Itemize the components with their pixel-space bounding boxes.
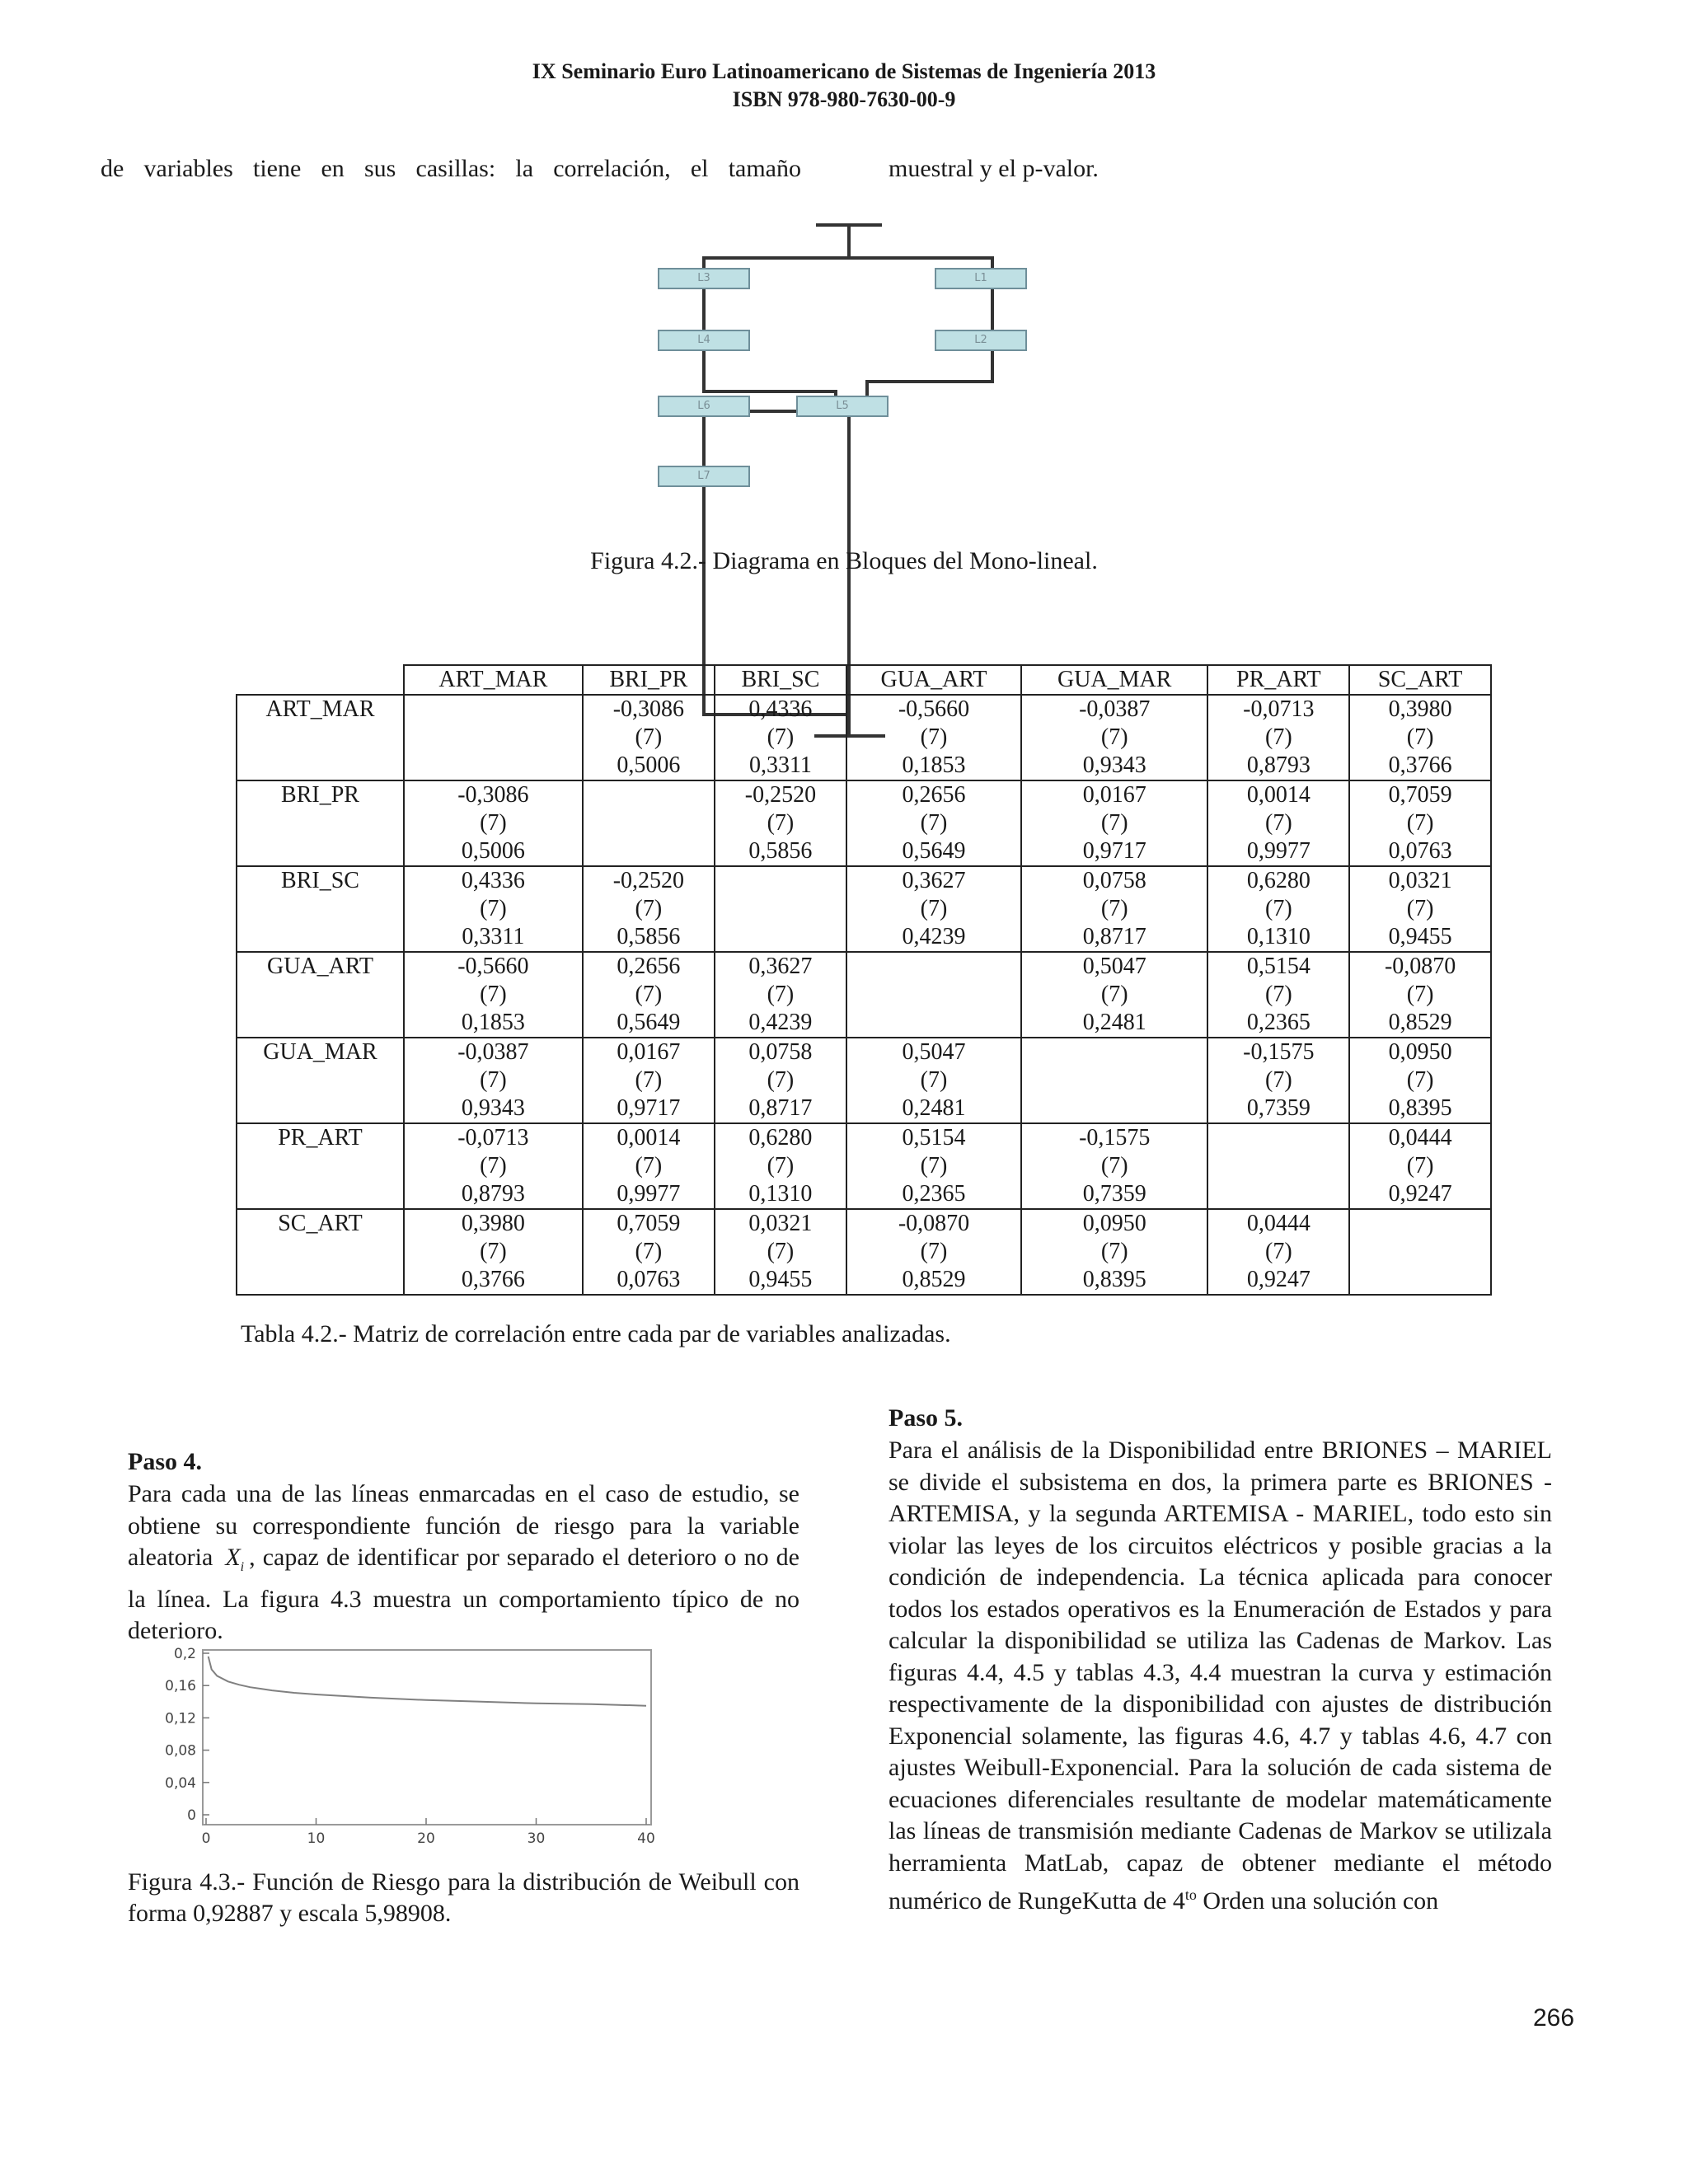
p-value: 0,5649 — [617, 1010, 681, 1035]
paso5-title: Paso 5. — [889, 1404, 963, 1432]
table-cell — [583, 952, 715, 1038]
p-value: 0,5856 — [748, 838, 813, 864]
intro-right: muestral y el p-valor. — [889, 155, 1099, 182]
sample-size: (7) — [635, 724, 663, 750]
correlation-value: -0,0387 — [457, 1039, 529, 1065]
table-row — [237, 1123, 1491, 1209]
p-value: 0,2365 — [1246, 1010, 1311, 1035]
sample-size: (7) — [1265, 810, 1292, 836]
sample-size: (7) — [1100, 1239, 1128, 1264]
correlation-value: -0,3086 — [612, 696, 685, 722]
row-header: SC_ART — [237, 1209, 404, 1295]
sample-size: (7) — [920, 724, 948, 750]
sample-size: (7) — [1265, 724, 1292, 750]
sample-size: (7) — [1406, 1067, 1434, 1093]
correlation-value: 0,0167 — [1082, 782, 1146, 808]
table-cell — [404, 780, 583, 866]
correlation-table — [236, 664, 1492, 1296]
sample-size: (7) — [635, 982, 663, 1007]
sample-size: (7) — [920, 1239, 948, 1264]
sample-size: (7) — [920, 1153, 948, 1179]
column-header: PR_ART — [1207, 665, 1349, 695]
correlation-value: -0,0713 — [457, 1125, 529, 1151]
table-cell — [404, 1209, 583, 1295]
paso4-text-1: Para cada una de las líneas enmarcadas en el caso de estudio, se obtiene su correspondiente función de riesgo para la variable aleatoria — [128, 1480, 799, 1571]
table-cell — [715, 1038, 846, 1123]
y-tick-label: 0 — [187, 1807, 196, 1824]
x-tick-label: 30 — [527, 1830, 546, 1847]
sample-size: (7) — [767, 724, 795, 750]
sample-size: (7) — [480, 896, 507, 921]
table-cell — [715, 952, 846, 1038]
ordinal-superscript: to — [1184, 1886, 1197, 1903]
sample-size: (7) — [1406, 810, 1434, 836]
table-cell — [1349, 695, 1491, 780]
p-value: 0,9977 — [617, 1181, 681, 1207]
table-cell — [715, 695, 846, 780]
p-value: 0,8793 — [461, 1181, 525, 1207]
correlation-value: 0,2656 — [902, 782, 966, 808]
p-value: 0,3311 — [748, 752, 812, 778]
table-cell — [846, 695, 1021, 780]
correlation-value: -0,5660 — [457, 954, 529, 979]
table-cell — [1207, 952, 1349, 1038]
table-cell — [404, 952, 583, 1038]
correlation-value: 0,0167 — [617, 1039, 681, 1065]
column-header: BRI_PR — [583, 665, 715, 695]
row-header: BRI_PR — [237, 780, 404, 866]
p-value: 0,8793 — [1246, 752, 1311, 778]
sample-size: (7) — [920, 1067, 948, 1093]
correlation-value: 0,0321 — [748, 1211, 813, 1236]
sample-size: (7) — [635, 1153, 663, 1179]
table-4-2-caption: Tabla 4.2.- Matriz de correlación entre cada par de variables analizadas. — [241, 1320, 951, 1347]
row-header: PR_ART — [237, 1123, 404, 1209]
sample-size: (7) — [1406, 982, 1434, 1007]
correlation-value: 0,0014 — [1246, 782, 1311, 808]
correlation-value: 0,2656 — [617, 954, 681, 979]
sample-size: (7) — [1100, 810, 1128, 836]
sample-size: (7) — [480, 1239, 507, 1264]
correlation-value: 0,5154 — [902, 1125, 966, 1151]
column-header: SC_ART — [1349, 665, 1491, 695]
correlation-value: 0,0950 — [1388, 1039, 1452, 1065]
column-header: GUA_MAR — [1021, 665, 1207, 695]
correlation-value: 0,7059 — [617, 1211, 681, 1236]
table-cell — [583, 780, 715, 866]
sample-size: (7) — [480, 1153, 507, 1179]
block-L6: L6 — [658, 396, 750, 417]
x-tick-label: 40 — [637, 1830, 655, 1847]
sample-size: (7) — [1406, 724, 1434, 750]
p-value: 0,9343 — [1082, 752, 1146, 778]
p-value: 0,5856 — [617, 924, 681, 949]
intro-left: de variables tiene en sus casillas: la correlación, el tamaño — [101, 155, 801, 182]
table-cell — [1207, 695, 1349, 780]
table-cell — [846, 952, 1021, 1038]
table-cell — [715, 866, 846, 952]
table-cell — [846, 780, 1021, 866]
table-cell — [846, 1209, 1021, 1295]
table-row — [237, 780, 1491, 866]
p-value: 0,0763 — [617, 1267, 681, 1292]
p-value: 0,9717 — [1082, 838, 1146, 864]
sample-size: (7) — [767, 1067, 795, 1093]
column-header: BRI_SC — [715, 665, 846, 695]
table-cell — [1207, 1123, 1349, 1209]
p-value: 0,9977 — [1246, 838, 1311, 864]
y-tick-label: 0,12 — [165, 1710, 196, 1727]
x-tick-label: 0 — [201, 1830, 211, 1847]
table-cell — [1021, 780, 1207, 866]
table-cell — [715, 780, 846, 866]
paso4-text-2: , capaz de identificar por separado el deterioro o no de la línea. La figura 4.3 muestra un comportamiento típico de no deterioro. — [128, 1544, 799, 1644]
sample-size: (7) — [635, 1239, 663, 1264]
table-cell — [1021, 952, 1207, 1038]
hazard-function-chart — [140, 1640, 668, 1854]
table-cell — [1349, 1123, 1491, 1209]
block-L3: L3 — [658, 268, 750, 289]
correlation-value: 0,6280 — [1246, 868, 1311, 893]
table-cell — [1349, 1038, 1491, 1123]
table-cell — [404, 866, 583, 952]
correlation-value: 0,6280 — [748, 1125, 813, 1151]
correlation-value: 0,0444 — [1388, 1125, 1452, 1151]
y-tick-label: 0,08 — [165, 1742, 196, 1760]
y-tick-label: 0,16 — [165, 1678, 196, 1695]
correlation-value: -0,5660 — [898, 696, 970, 722]
correlation-value: 0,5047 — [902, 1039, 966, 1065]
sample-size: (7) — [635, 1067, 663, 1093]
correlation-value: 0,4336 — [748, 696, 813, 722]
sample-size: (7) — [767, 982, 795, 1007]
p-value: 0,8529 — [902, 1267, 966, 1292]
y-tick-label: 0,04 — [165, 1774, 196, 1792]
p-value: 0,4239 — [748, 1010, 813, 1035]
table-cell — [846, 1123, 1021, 1209]
table-cell — [583, 695, 715, 780]
correlation-value: -0,2520 — [744, 782, 817, 808]
sample-size: (7) — [1265, 1067, 1292, 1093]
table-cell — [583, 1209, 715, 1295]
p-value: 0,9455 — [1388, 924, 1452, 949]
sample-size: (7) — [920, 896, 948, 921]
p-value: 0,8395 — [1082, 1267, 1146, 1292]
page-number: 266 — [1533, 2004, 1575, 2032]
correlation-value: 0,0014 — [617, 1125, 681, 1151]
p-value: 0,5649 — [902, 838, 966, 864]
paso4-paragraph — [128, 1479, 799, 1647]
table-cell — [1207, 1209, 1349, 1295]
block-L4: L4 — [658, 330, 750, 351]
correlation-value: 0,0758 — [1082, 868, 1146, 893]
table-cell — [583, 1038, 715, 1123]
p-value: 0,8529 — [1388, 1010, 1452, 1035]
p-value: 0,7359 — [1082, 1181, 1146, 1207]
p-value: 0,5006 — [461, 838, 525, 864]
correlation-value: 0,0950 — [1082, 1211, 1146, 1236]
correlation-value: 0,3980 — [461, 1211, 525, 1236]
correlation-value: 0,7059 — [1388, 782, 1452, 808]
column-header: ART_MAR — [404, 665, 583, 695]
table-cell — [1349, 866, 1491, 952]
correlation-value: -0,1575 — [1079, 1125, 1151, 1151]
sample-size: (7) — [767, 1153, 795, 1179]
table-cell — [583, 1123, 715, 1209]
table-row — [237, 695, 1491, 780]
variable-subscript: i — [240, 1560, 245, 1574]
row-header: ART_MAR — [237, 695, 404, 780]
variable-symbol: X — [225, 1544, 241, 1571]
correlation-value: 0,3980 — [1388, 696, 1452, 722]
p-value: 0,8717 — [748, 1095, 813, 1121]
table-cell — [1207, 780, 1349, 866]
p-value: 0,8717 — [1082, 924, 1146, 949]
paso4-title: Paso 4. — [128, 1448, 202, 1475]
sample-size: (7) — [1265, 1239, 1292, 1264]
p-value: 0,2481 — [1082, 1010, 1146, 1035]
table-cell — [1021, 1123, 1207, 1209]
correlation-value: 0,4336 — [461, 868, 525, 893]
figure-4-2-caption: Figura 4.2.- Diagrama en Bloques del Mono-lineal. — [590, 547, 1098, 574]
correlation-value: -0,0713 — [1243, 696, 1315, 722]
p-value: 0,0763 — [1388, 838, 1452, 864]
correlation-value: -0,0870 — [1384, 954, 1456, 979]
sample-size: (7) — [480, 810, 507, 836]
sample-size: (7) — [1100, 724, 1128, 750]
table-cell — [846, 866, 1021, 952]
table-cell — [404, 1123, 583, 1209]
paso5-paragraph — [889, 1435, 1552, 1918]
table-cell — [1207, 866, 1349, 952]
block-L7: L7 — [658, 466, 750, 487]
correlation-value: 0,0444 — [1246, 1211, 1311, 1236]
correlation-value: -0,0387 — [1079, 696, 1151, 722]
isbn: ISBN 978-980-7630-00-9 — [732, 87, 956, 111]
figure-4-3-caption: Figura 4.3.- Función de Riesgo para la distribución de Weibull con forma 0,92887 y escala 5,98908. — [128, 1868, 799, 1927]
y-tick-label: 0,2 — [173, 1646, 196, 1662]
row-header: BRI_SC — [237, 866, 404, 952]
table-row — [237, 952, 1491, 1038]
p-value: 0,8395 — [1388, 1095, 1452, 1121]
correlation-value: 0,5154 — [1246, 954, 1311, 979]
conference-title: IX Seminario Euro Latinoamericano de Sistemas de Ingeniería 2013 — [532, 59, 1156, 83]
block-L1: L1 — [935, 268, 1027, 289]
x-tick-label: 10 — [307, 1830, 326, 1847]
correlation-value: 0,0758 — [748, 1039, 813, 1065]
sample-size: (7) — [1265, 982, 1292, 1007]
table-cell — [1021, 866, 1207, 952]
correlation-value: 0,5047 — [1082, 954, 1146, 979]
table-cell — [1349, 952, 1491, 1038]
table-header-row — [237, 665, 1491, 695]
table-cell — [1021, 1038, 1207, 1123]
p-value: 0,2481 — [902, 1095, 966, 1121]
table-corner — [237, 665, 404, 695]
p-value: 0,9717 — [617, 1095, 681, 1121]
correlation-value: -0,2520 — [612, 868, 685, 893]
correlation-value: 0,3627 — [748, 954, 813, 979]
sample-size: (7) — [767, 810, 795, 836]
p-value: 0,3766 — [461, 1267, 525, 1292]
p-value: 0,7359 — [1246, 1095, 1311, 1121]
p-value: 0,9247 — [1388, 1181, 1452, 1207]
row-header: GUA_ART — [237, 952, 404, 1038]
correlation-value: -0,1575 — [1243, 1039, 1315, 1065]
p-value: 0,3766 — [1388, 752, 1452, 778]
p-value: 0,1310 — [748, 1181, 813, 1207]
block-L2: L2 — [935, 330, 1027, 351]
sample-size: (7) — [1406, 896, 1434, 921]
sample-size: (7) — [920, 810, 948, 836]
table-cell — [404, 1038, 583, 1123]
sample-size: (7) — [480, 1067, 507, 1093]
table-cell — [1349, 780, 1491, 866]
block-L5: L5 — [796, 396, 889, 417]
table-cell — [1349, 1209, 1491, 1295]
p-value: 0,5006 — [617, 752, 681, 778]
sample-size: (7) — [635, 896, 663, 921]
table-cell — [1021, 1209, 1207, 1295]
p-value: 0,1310 — [1246, 924, 1311, 949]
table-cell — [404, 695, 583, 780]
row-header: GUA_MAR — [237, 1038, 404, 1123]
sample-size: (7) — [1406, 1153, 1434, 1179]
correlation-value: -0,3086 — [457, 782, 529, 808]
table-cell — [1207, 1038, 1349, 1123]
sample-size: (7) — [480, 982, 507, 1007]
table-cell — [715, 1209, 846, 1295]
table-cell — [846, 1038, 1021, 1123]
sample-size: (7) — [767, 1239, 795, 1264]
sample-size: (7) — [1265, 896, 1292, 921]
p-value: 0,1853 — [902, 752, 966, 778]
p-value: 0,9343 — [461, 1095, 525, 1121]
correlation-value: 0,0321 — [1388, 868, 1452, 893]
sample-size: (7) — [1100, 1153, 1128, 1179]
plot-frame — [203, 1650, 651, 1825]
sample-size: (7) — [1100, 982, 1128, 1007]
x-tick-label: 20 — [417, 1830, 435, 1847]
table-row — [237, 1209, 1491, 1295]
correlation-value: -0,0870 — [898, 1211, 970, 1236]
p-value: 0,1853 — [461, 1010, 525, 1035]
p-value: 0,4239 — [902, 924, 966, 949]
sample-size: (7) — [1100, 896, 1128, 921]
paso5-text-end: Orden una solución con — [1196, 1887, 1439, 1915]
table-row — [237, 1038, 1491, 1123]
variable-x — [225, 1544, 245, 1574]
table-row — [237, 866, 1491, 952]
p-value: 0,2365 — [902, 1181, 966, 1207]
correlation-value: 0,3627 — [902, 868, 966, 893]
table-cell — [715, 1123, 846, 1209]
p-value: 0,9247 — [1246, 1267, 1311, 1292]
table-cell — [583, 866, 715, 952]
p-value: 0,3311 — [462, 924, 525, 949]
column-header: GUA_ART — [846, 665, 1021, 695]
paso5-text: Para el análisis de la Disponibilidad entre BRIONES – MARIEL se divide el subsistema en dos, la primera parte es BRIONES - ARTEMISA, y la segunda ARTEMISA - MARIEL, todo esto sin violar las leyes de los circuitos eléctricos y posible gracias a la condición de independencia. La técnica aplicada para conocer todos los estados operativos es la Enumeración de Estados y para calcular la disponibilidad se utiliza las Cadenas de Markov. Las figuras 4.4, 4.5 y tablas 4.3, 4.4 muestran la curva y estimación respectivamente de la disponibilidad con ajustes de distribución Exponencial solamente, las figuras 4.6, 4.7 y tablas 4.6, 4.7 con ajustes Weibull-Exponencial. Para la solución de cada sistema de ecuaciones diferenciales resultante de modelar matemáticamente las líneas de transmisión mediante Cadenas de Markov se utilizala herramienta MatLab, capaz de obtener mediante el método numérico de RungeKutta de 4 — [889, 1436, 1552, 1915]
table-cell — [1021, 695, 1207, 780]
p-value: 0,9455 — [748, 1267, 813, 1292]
